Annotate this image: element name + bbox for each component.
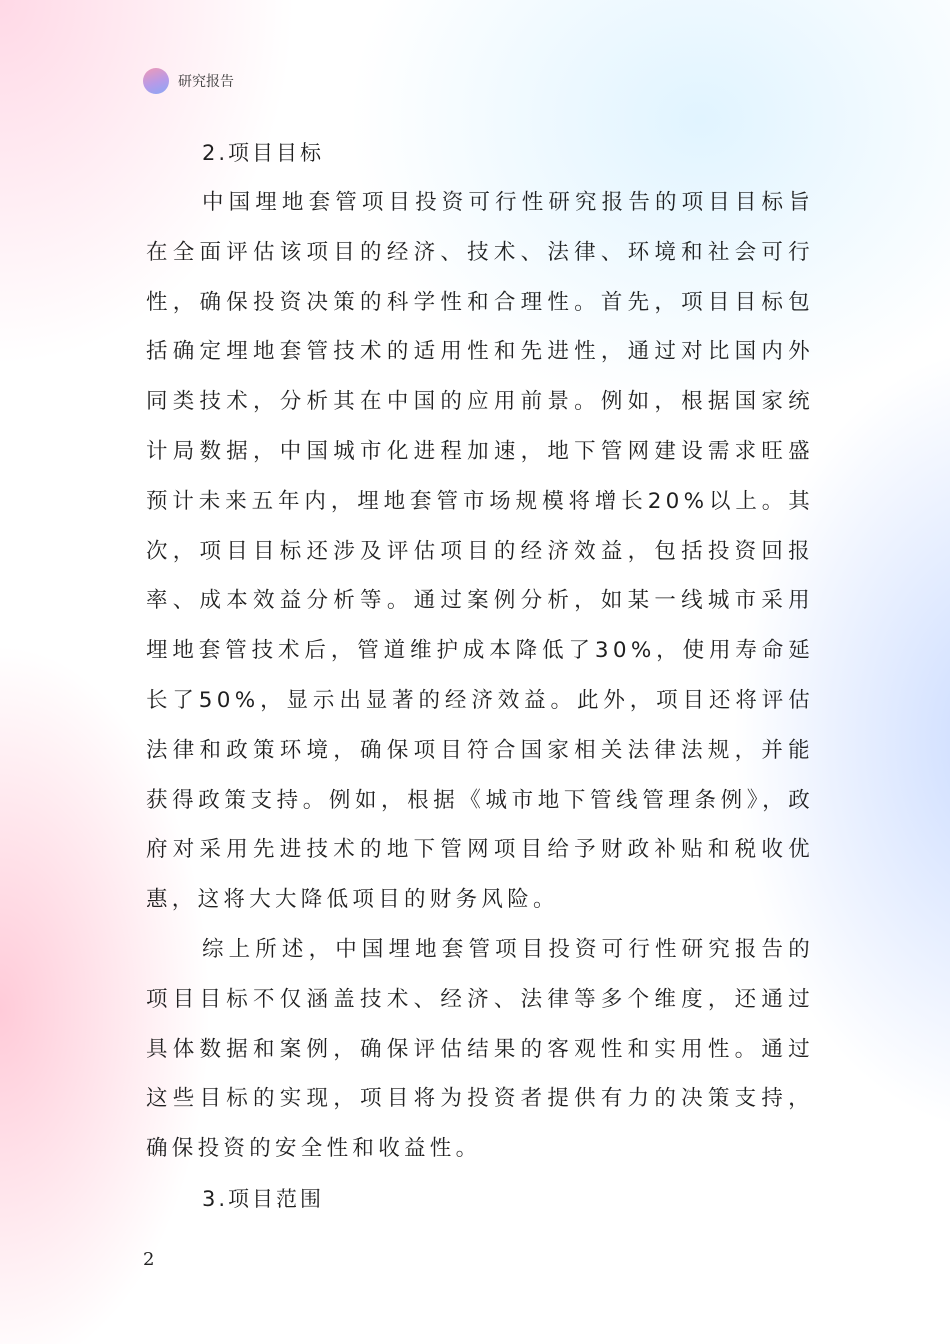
page-number: 2 bbox=[143, 1249, 155, 1270]
logo-circle-icon bbox=[143, 68, 169, 94]
section-heading-project-goals: 2.项目目标 bbox=[202, 141, 325, 165]
header-title: 研究报告 bbox=[178, 74, 234, 90]
paragraph: 中国埋地套管项目投资可行性研究报告的项目目标旨在全面评估该项目的经济、技术、法律、环境和社会可行性，确保投资决策的科学性和合理性。首先，项目目标包括确定埋地套管技术的适用性和先进性，通过对比国内外同类技术，分析其在中国的应用前景。例如，根据国家统计局数据，中国城市化进程加速，地下管网建设需求旺盛预计未来五年内，埋地套管市场规模将增长20%以上。其次，项目目标还涉及评估项目的经济效益，包括投资回报率、成本效益分析等。通过案例分析，如某一线城市采用埋地套管技术后，管道维护成本降低了30%，使用寿命延长了50%，显示出显著的经济效益。此外，项目还将评估法律和政策环境，确保项目符合国家相关法律法规，并能获得政策支持。例如，根据《城市地下管线管理条例》，政府对采用先进技术的地下管网项目给予财政补贴和税收优惠，这将大大降低项目的财务风险。 bbox=[146, 190, 814, 913]
document-body bbox=[146, 128, 814, 1224]
paragraph: 综上所述，中国埋地套管项目投资可行性研究报告的项目目标不仅涵盖技术、经济、法律等多个维度，还通过具体数据和案例，确保评估结果的客观性和实用性。通过这些目标的实现，项目将为投资者提供有力的决策支持，确保投资的安全性和收益性。 bbox=[146, 936, 814, 1162]
page-header bbox=[143, 68, 234, 94]
section-heading-project-scope: 3.项目范围 bbox=[202, 1186, 325, 1211]
